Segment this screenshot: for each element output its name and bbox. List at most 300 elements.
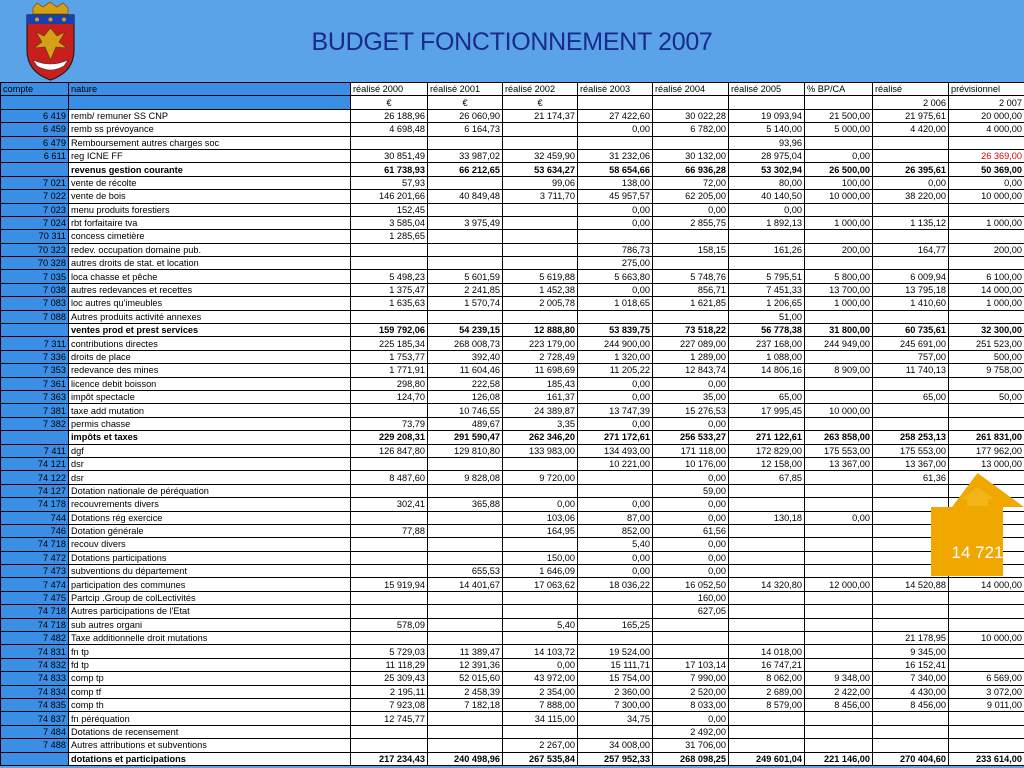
value-cell: 124,70 bbox=[351, 390, 428, 403]
nature-cell: dsr bbox=[69, 457, 351, 470]
value-cell bbox=[805, 591, 873, 604]
header-cell: réalisé 2004 bbox=[653, 83, 729, 96]
value-cell: 17 103,14 bbox=[653, 658, 729, 671]
value-cell: 8 033,00 bbox=[653, 698, 729, 711]
nature-cell: dgf bbox=[69, 444, 351, 457]
table-row bbox=[1, 565, 1024, 578]
value-cell bbox=[729, 538, 805, 551]
account-code-cell: 7 083 bbox=[1, 297, 69, 310]
header-cell: 2 006 bbox=[873, 96, 949, 109]
value-cell: 50,00 bbox=[949, 390, 1024, 403]
table-row bbox=[1, 123, 1024, 136]
value-cell bbox=[805, 739, 873, 752]
value-cell: 271 172,61 bbox=[578, 431, 653, 444]
subtotal-row bbox=[1, 163, 1024, 176]
value-cell bbox=[503, 257, 578, 270]
value-cell: 0,00 bbox=[578, 551, 653, 564]
value-cell: 1 410,60 bbox=[873, 297, 949, 310]
nature-cell: rbt forfaitaire tva bbox=[69, 216, 351, 229]
account-code-cell: 7 472 bbox=[1, 551, 69, 564]
header-cell: % BP/CA bbox=[805, 83, 873, 96]
value-cell: 53 839,75 bbox=[578, 324, 653, 337]
value-cell: 1 088,00 bbox=[729, 350, 805, 363]
value-cell bbox=[729, 605, 805, 618]
value-cell: 12 888,80 bbox=[503, 324, 578, 337]
value-cell: 25 309,43 bbox=[351, 672, 428, 685]
value-cell: 152,45 bbox=[351, 203, 428, 216]
value-cell: 0,00 bbox=[653, 538, 729, 551]
value-cell bbox=[949, 739, 1024, 752]
value-cell: 12 158,00 bbox=[729, 457, 805, 470]
value-cell bbox=[805, 632, 873, 645]
nature-cell: Taxe additionnelle droit mutations bbox=[69, 632, 351, 645]
value-cell: 1 375,47 bbox=[351, 283, 428, 296]
value-cell: 200,00 bbox=[805, 243, 873, 256]
value-cell bbox=[949, 310, 1024, 323]
value-cell: 57,93 bbox=[351, 176, 428, 189]
value-cell: 240 498,96 bbox=[428, 752, 503, 765]
value-cell bbox=[729, 377, 805, 390]
value-cell: 1 771,91 bbox=[351, 364, 428, 377]
value-cell: 61,36 bbox=[873, 471, 949, 484]
nature-cell: Partcip .Group de colLectivités bbox=[69, 591, 351, 604]
value-cell: 0,00 bbox=[578, 203, 653, 216]
value-cell bbox=[729, 484, 805, 497]
value-cell bbox=[428, 618, 503, 631]
value-cell: 3,35 bbox=[503, 417, 578, 430]
value-cell bbox=[503, 538, 578, 551]
value-cell bbox=[873, 230, 949, 243]
value-cell: 34 008,00 bbox=[578, 739, 653, 752]
value-cell bbox=[729, 712, 805, 725]
value-cell bbox=[351, 310, 428, 323]
value-cell bbox=[805, 136, 873, 149]
value-cell: 0,00 bbox=[653, 471, 729, 484]
value-cell bbox=[578, 484, 653, 497]
value-cell bbox=[653, 136, 729, 149]
value-cell bbox=[949, 618, 1024, 631]
value-cell bbox=[805, 565, 873, 578]
value-cell bbox=[805, 538, 873, 551]
value-cell bbox=[503, 605, 578, 618]
value-cell: 14 401,67 bbox=[428, 578, 503, 591]
value-cell: 8 062,00 bbox=[729, 672, 805, 685]
value-cell: 2 422,00 bbox=[805, 685, 873, 698]
value-cell: 171 118,00 bbox=[653, 444, 729, 457]
value-cell bbox=[873, 136, 949, 149]
value-cell: 0,00 bbox=[653, 417, 729, 430]
value-cell bbox=[578, 136, 653, 149]
value-cell bbox=[949, 203, 1024, 216]
value-cell bbox=[949, 591, 1024, 604]
account-code-cell: 7 484 bbox=[1, 725, 69, 738]
table-row bbox=[1, 136, 1024, 149]
value-cell bbox=[428, 591, 503, 604]
value-cell: 26 395,61 bbox=[873, 163, 949, 176]
account-code-cell: 6 459 bbox=[1, 123, 69, 136]
value-cell: 8 909,00 bbox=[805, 364, 873, 377]
value-cell: 5 140,00 bbox=[729, 123, 805, 136]
value-cell: 7 300,00 bbox=[578, 698, 653, 711]
value-cell: 852,00 bbox=[578, 524, 653, 537]
value-cell: 11 740,13 bbox=[873, 364, 949, 377]
value-cell bbox=[428, 511, 503, 524]
value-cell: 21 178,95 bbox=[873, 632, 949, 645]
account-code-cell: 7 382 bbox=[1, 417, 69, 430]
value-cell bbox=[949, 230, 1024, 243]
nature-cell: redev. occupation domaine pub. bbox=[69, 243, 351, 256]
value-cell: 856,71 bbox=[653, 283, 729, 296]
value-cell: 10 746,55 bbox=[428, 404, 503, 417]
value-cell: 3 975,49 bbox=[428, 216, 503, 229]
table-row bbox=[1, 578, 1024, 591]
table-row bbox=[1, 658, 1024, 671]
value-cell: 1 000,00 bbox=[949, 216, 1024, 229]
value-cell bbox=[351, 457, 428, 470]
subtotal-row bbox=[1, 324, 1024, 337]
value-cell bbox=[805, 551, 873, 564]
value-cell bbox=[351, 591, 428, 604]
account-code-cell: 7 311 bbox=[1, 337, 69, 350]
nature-cell: impôt spectacle bbox=[69, 390, 351, 403]
value-cell: 7 451,33 bbox=[729, 283, 805, 296]
table-row bbox=[1, 390, 1024, 403]
value-cell: 31 800,00 bbox=[805, 324, 873, 337]
value-cell bbox=[351, 404, 428, 417]
value-cell bbox=[653, 257, 729, 270]
value-cell bbox=[949, 658, 1024, 671]
table-row bbox=[1, 337, 1024, 350]
value-cell: 1 646,09 bbox=[503, 565, 578, 578]
callout-label: 14 721 bbox=[951, 543, 1004, 562]
account-code-cell: 6 479 bbox=[1, 136, 69, 149]
value-cell: 21 174,37 bbox=[503, 109, 578, 122]
value-cell: 8 456,00 bbox=[805, 698, 873, 711]
value-cell: 10 000,00 bbox=[805, 190, 873, 203]
value-cell bbox=[428, 524, 503, 537]
table-row bbox=[1, 551, 1024, 564]
value-cell: 6 782,00 bbox=[653, 123, 729, 136]
value-cell: 164,77 bbox=[873, 243, 949, 256]
value-cell: 1 452,38 bbox=[503, 283, 578, 296]
account-code-cell: 7 363 bbox=[1, 390, 69, 403]
table-row bbox=[1, 377, 1024, 390]
value-cell: 77,88 bbox=[351, 524, 428, 537]
value-cell: 0,00 bbox=[805, 511, 873, 524]
account-code-cell: 6 419 bbox=[1, 109, 69, 122]
value-cell: 11 389,47 bbox=[428, 645, 503, 658]
account-code-cell: 74 835 bbox=[1, 698, 69, 711]
value-cell bbox=[653, 310, 729, 323]
value-cell bbox=[805, 310, 873, 323]
value-cell: 158,15 bbox=[653, 243, 729, 256]
value-cell bbox=[351, 257, 428, 270]
value-cell bbox=[428, 712, 503, 725]
value-cell: 5,40 bbox=[503, 618, 578, 631]
budget-table-container bbox=[0, 82, 1024, 768]
subtotal-row bbox=[1, 431, 1024, 444]
value-cell: 249 601,04 bbox=[729, 752, 805, 765]
nature-cell: dsr bbox=[69, 471, 351, 484]
value-cell bbox=[729, 725, 805, 738]
value-cell: 15 754,00 bbox=[578, 672, 653, 685]
value-cell: 159 792,06 bbox=[351, 324, 428, 337]
account-code-cell: 70 323 bbox=[1, 243, 69, 256]
value-cell bbox=[805, 498, 873, 511]
header-cell: € bbox=[428, 96, 503, 109]
value-cell: 5 748,76 bbox=[653, 270, 729, 283]
header-cell bbox=[729, 96, 805, 109]
value-cell bbox=[351, 551, 428, 564]
value-cell: 5 000,00 bbox=[805, 123, 873, 136]
value-cell: 6 009,94 bbox=[873, 270, 949, 283]
value-cell: 5 729,03 bbox=[351, 645, 428, 658]
value-cell: 45 957,57 bbox=[578, 190, 653, 203]
value-cell: 2 005,78 bbox=[503, 297, 578, 310]
table-row bbox=[1, 216, 1024, 229]
value-cell: 32 300,00 bbox=[949, 324, 1024, 337]
value-cell bbox=[729, 739, 805, 752]
value-cell bbox=[729, 417, 805, 430]
table-row bbox=[1, 149, 1024, 162]
account-code-cell: 70 328 bbox=[1, 257, 69, 270]
value-cell: 3 711,70 bbox=[503, 190, 578, 203]
value-cell: 175 553,00 bbox=[873, 444, 949, 457]
value-cell: 21 500,00 bbox=[805, 109, 873, 122]
value-cell: 14 000,00 bbox=[949, 578, 1024, 591]
value-cell: 0,00 bbox=[653, 511, 729, 524]
account-code-cell: 74 837 bbox=[1, 712, 69, 725]
value-cell: 34 115,00 bbox=[503, 712, 578, 725]
value-cell: 7 923,08 bbox=[351, 698, 428, 711]
value-cell bbox=[503, 230, 578, 243]
value-cell bbox=[873, 310, 949, 323]
nature-cell: Remboursement autres charges soc bbox=[69, 136, 351, 149]
nature-cell: autres redevances et recettes bbox=[69, 283, 351, 296]
value-cell bbox=[805, 658, 873, 671]
header-cell: réalisé 2001 bbox=[428, 83, 503, 96]
value-cell: 9 828,08 bbox=[428, 471, 503, 484]
account-code-cell: 74 178 bbox=[1, 498, 69, 511]
value-cell bbox=[428, 176, 503, 189]
nature-cell: Autres participations de l'Etat bbox=[69, 605, 351, 618]
value-cell: 17 063,62 bbox=[503, 578, 578, 591]
nature-cell: reg ICNE FF bbox=[69, 149, 351, 162]
value-cell: 298,80 bbox=[351, 377, 428, 390]
account-code-cell: 7 473 bbox=[1, 565, 69, 578]
value-cell: 7 340,00 bbox=[873, 672, 949, 685]
nature-cell: participation des communes bbox=[69, 578, 351, 591]
value-cell: 9 345,00 bbox=[873, 645, 949, 658]
header-cell: réalisé 2003 bbox=[578, 83, 653, 96]
value-cell: 5,40 bbox=[578, 538, 653, 551]
value-cell bbox=[949, 725, 1024, 738]
value-cell bbox=[873, 712, 949, 725]
value-cell: 93,96 bbox=[729, 136, 805, 149]
value-cell: 20 000,00 bbox=[949, 109, 1024, 122]
value-cell bbox=[351, 136, 428, 149]
value-cell: 16 747,21 bbox=[729, 658, 805, 671]
value-cell: 66 936,28 bbox=[653, 163, 729, 176]
value-cell: 0,00 bbox=[578, 216, 653, 229]
value-cell: 1 635,63 bbox=[351, 297, 428, 310]
value-cell: 245 691,00 bbox=[873, 337, 949, 350]
value-cell: 757,00 bbox=[873, 350, 949, 363]
nature-cell: comp th bbox=[69, 698, 351, 711]
value-cell bbox=[805, 230, 873, 243]
value-cell: 61,56 bbox=[653, 524, 729, 537]
nature-cell: comp tf bbox=[69, 685, 351, 698]
value-cell: 103,06 bbox=[503, 511, 578, 524]
table-row bbox=[1, 243, 1024, 256]
value-cell: 4 000,00 bbox=[949, 123, 1024, 136]
value-cell: 133 983,00 bbox=[503, 444, 578, 457]
value-cell bbox=[729, 565, 805, 578]
value-cell: 53 634,27 bbox=[503, 163, 578, 176]
value-cell: 5 619,88 bbox=[503, 270, 578, 283]
value-cell: 0,00 bbox=[578, 377, 653, 390]
value-cell: 8 579,00 bbox=[729, 698, 805, 711]
value-cell bbox=[351, 739, 428, 752]
table-row bbox=[1, 109, 1024, 122]
value-cell bbox=[503, 310, 578, 323]
value-cell bbox=[428, 310, 503, 323]
nature-cell: loc autres qu'imeubles bbox=[69, 297, 351, 310]
value-cell: 31 232,06 bbox=[578, 149, 653, 162]
nature-cell: recouv divers bbox=[69, 538, 351, 551]
value-cell: 3 072,00 bbox=[949, 685, 1024, 698]
value-cell: 30 022,28 bbox=[653, 109, 729, 122]
value-cell bbox=[503, 457, 578, 470]
value-cell: 177 962,00 bbox=[949, 444, 1024, 457]
nature-cell: Dotation générale bbox=[69, 524, 351, 537]
value-cell bbox=[428, 457, 503, 470]
value-cell bbox=[351, 484, 428, 497]
budget-table bbox=[0, 82, 1024, 766]
account-code-cell: 7 361 bbox=[1, 377, 69, 390]
value-cell: 17 995,45 bbox=[729, 404, 805, 417]
nature-cell: remb/ remuner SS CNP bbox=[69, 109, 351, 122]
value-cell: 14 000,00 bbox=[949, 283, 1024, 296]
value-cell bbox=[805, 484, 873, 497]
value-cell bbox=[949, 645, 1024, 658]
header-cell: réalisé bbox=[873, 83, 949, 96]
account-code-cell: 7 411 bbox=[1, 444, 69, 457]
table-row bbox=[1, 350, 1024, 363]
value-cell bbox=[503, 216, 578, 229]
value-cell: 16 152,41 bbox=[873, 658, 949, 671]
subtotal-row bbox=[1, 752, 1024, 765]
table-row bbox=[1, 511, 1024, 524]
nature-cell: Dotation nationale de péréquation bbox=[69, 484, 351, 497]
nature-cell: licence debit boisson bbox=[69, 377, 351, 390]
header-cell: réalisé 2005 bbox=[729, 83, 805, 96]
page-header bbox=[0, 0, 1024, 82]
value-cell: 5 601,59 bbox=[428, 270, 503, 283]
value-cell bbox=[949, 404, 1024, 417]
account-code-cell: 74 832 bbox=[1, 658, 69, 671]
value-cell bbox=[503, 591, 578, 604]
value-cell: 11 604,46 bbox=[428, 364, 503, 377]
value-cell bbox=[503, 203, 578, 216]
nature-cell: fn tp bbox=[69, 645, 351, 658]
value-cell: 1 570,74 bbox=[428, 297, 503, 310]
value-cell: 227 089,00 bbox=[653, 337, 729, 350]
account-code-cell: 7 023 bbox=[1, 203, 69, 216]
table-row bbox=[1, 310, 1024, 323]
value-cell: 270 404,60 bbox=[873, 752, 949, 765]
nature-cell: dotations et participations bbox=[69, 752, 351, 765]
value-cell: 0,00 bbox=[578, 390, 653, 403]
value-cell: 1 000,00 bbox=[805, 297, 873, 310]
value-cell bbox=[503, 243, 578, 256]
value-cell: 14 320,80 bbox=[729, 578, 805, 591]
value-cell: 52 015,60 bbox=[428, 672, 503, 685]
value-cell bbox=[428, 230, 503, 243]
nature-cell: concess cimetière bbox=[69, 230, 351, 243]
header-cell bbox=[578, 96, 653, 109]
value-cell bbox=[873, 591, 949, 604]
nature-cell: Dotations rég exercice bbox=[69, 511, 351, 524]
table-row bbox=[1, 270, 1024, 283]
account-code-cell: 7 021 bbox=[1, 176, 69, 189]
value-cell: 221 146,00 bbox=[805, 752, 873, 765]
value-cell: 13 795,18 bbox=[873, 283, 949, 296]
value-cell: 9 348,00 bbox=[805, 672, 873, 685]
table-row bbox=[1, 297, 1024, 310]
value-cell: 2 195,11 bbox=[351, 685, 428, 698]
value-cell: 61 738,93 bbox=[351, 163, 428, 176]
value-cell: 10 000,00 bbox=[949, 190, 1024, 203]
value-cell: 33 987,02 bbox=[428, 149, 503, 162]
value-cell bbox=[873, 203, 949, 216]
account-code-cell: 74 121 bbox=[1, 457, 69, 470]
value-cell bbox=[428, 605, 503, 618]
value-cell bbox=[805, 417, 873, 430]
header-cell bbox=[805, 96, 873, 109]
value-cell: 302,41 bbox=[351, 498, 428, 511]
value-cell bbox=[805, 203, 873, 216]
value-cell: 43 972,00 bbox=[503, 672, 578, 685]
value-cell: 275,00 bbox=[578, 257, 653, 270]
value-cell: 6 164,73 bbox=[428, 123, 503, 136]
nature-cell: loca chasse et pêche bbox=[69, 270, 351, 283]
value-cell bbox=[873, 377, 949, 390]
value-cell: 233 614,00 bbox=[949, 752, 1024, 765]
value-cell: 4 698,48 bbox=[351, 123, 428, 136]
value-cell bbox=[428, 551, 503, 564]
value-cell bbox=[653, 632, 729, 645]
value-cell: 15 276,53 bbox=[653, 404, 729, 417]
value-cell: 7 990,00 bbox=[653, 672, 729, 685]
header-cell: 2 007 bbox=[949, 96, 1024, 109]
value-cell: 60 735,61 bbox=[873, 324, 949, 337]
value-cell: 54 239,15 bbox=[428, 324, 503, 337]
value-cell: 268 098,25 bbox=[653, 752, 729, 765]
account-code-cell: 746 bbox=[1, 524, 69, 537]
value-cell bbox=[949, 417, 1024, 430]
value-cell: 10 221,00 bbox=[578, 457, 653, 470]
value-cell bbox=[578, 310, 653, 323]
value-cell: 19 093,94 bbox=[729, 109, 805, 122]
value-cell: 9 720,00 bbox=[503, 471, 578, 484]
table-row bbox=[1, 591, 1024, 604]
value-cell: 138,00 bbox=[578, 176, 653, 189]
value-cell: 10 176,00 bbox=[653, 457, 729, 470]
value-cell: 14 520,88 bbox=[873, 578, 949, 591]
value-cell: 0,00 bbox=[578, 498, 653, 511]
account-code-cell: 7 035 bbox=[1, 270, 69, 283]
